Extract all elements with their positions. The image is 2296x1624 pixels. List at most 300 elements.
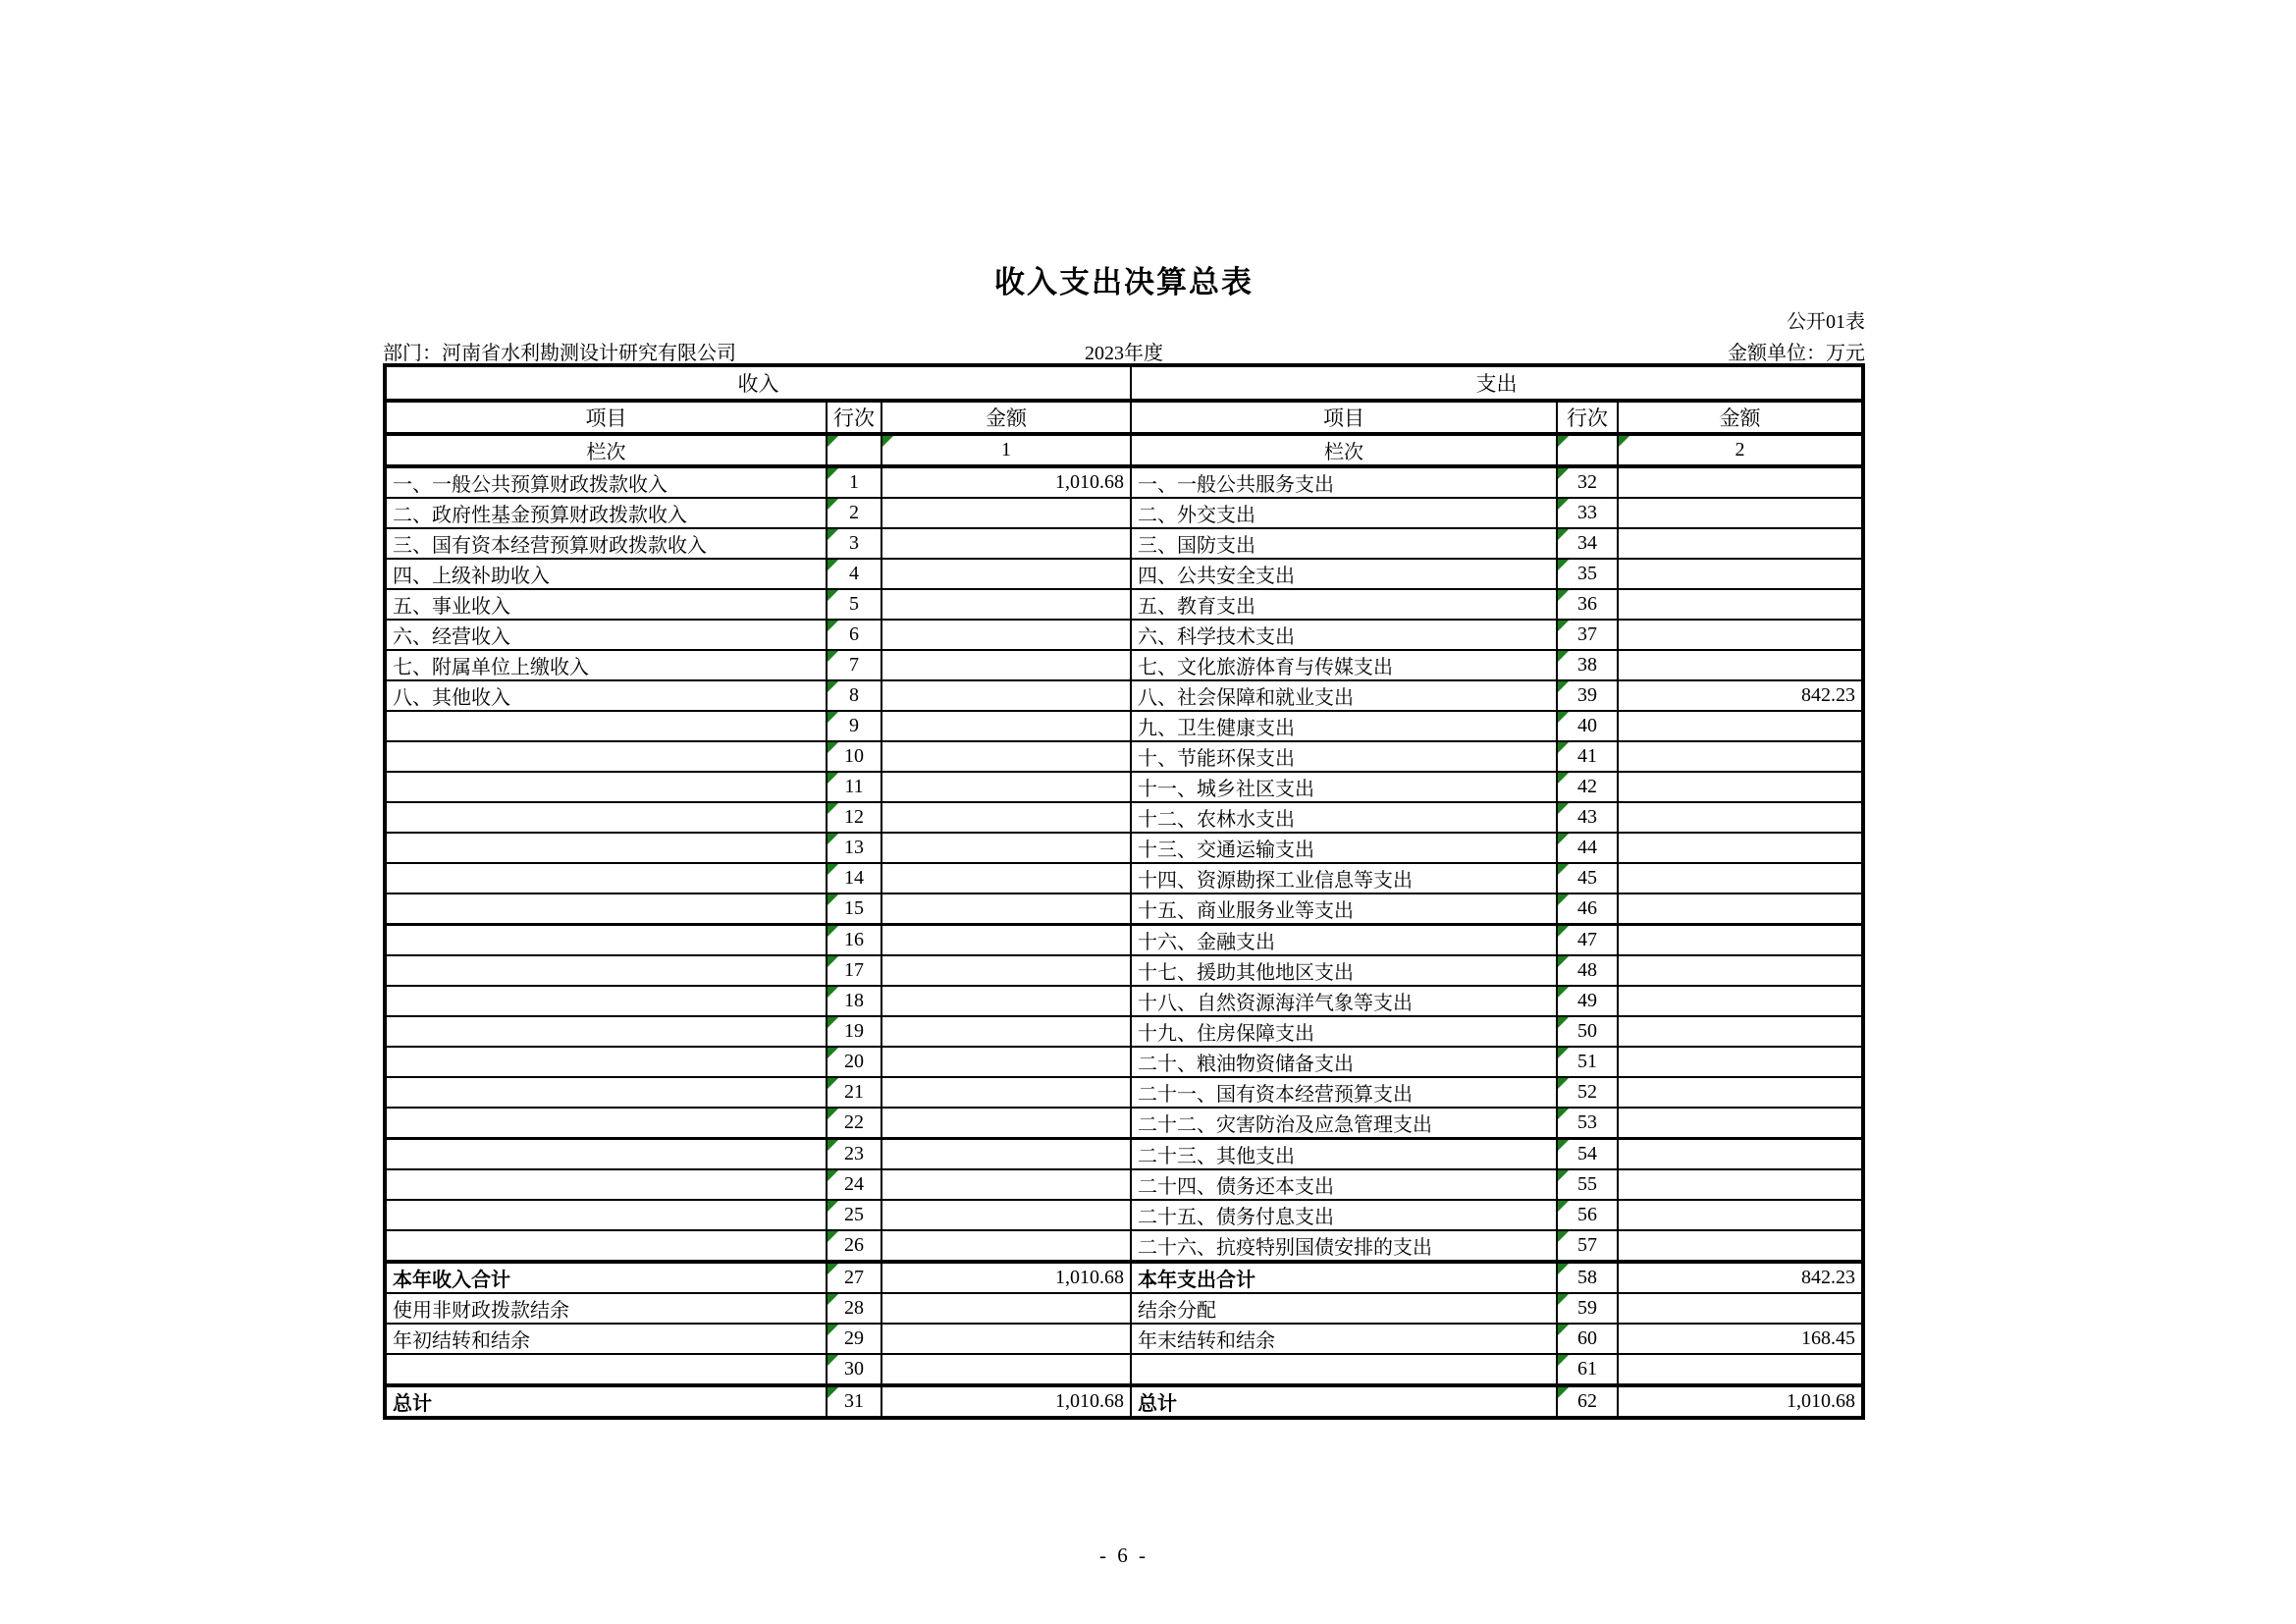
expense-row-item-cell: 总计: [1131, 1385, 1557, 1418]
expense-row-item-cell: 十一、城乡社区支出: [1131, 772, 1557, 802]
expense-row-item-cell: 二十三、其他支出: [1131, 1139, 1557, 1170]
income-row-item-cell: [385, 741, 827, 772]
cell-flag-triangle-icon: [828, 834, 838, 844]
expense-row-amount-cell: 842.23: [1618, 680, 1863, 711]
expense-row-amount-cell: [1618, 1139, 1863, 1170]
cell-flag-triangle-icon: [1558, 1201, 1569, 1212]
expense-row-amount-cell: [1618, 466, 1863, 498]
cell-flag-triangle-icon: [828, 773, 838, 784]
meta-row: [383, 337, 1865, 362]
table-row: [385, 1230, 1863, 1262]
income-row-item-cell: 八、其他收入: [385, 680, 827, 711]
expense-row-amount-cell: [1618, 802, 1863, 833]
income-row-item-cell: 四、上级补助收入: [385, 559, 827, 589]
expense-row-item-cell: 十、节能环保支出: [1131, 741, 1557, 772]
income-row-line-cell: 1: [827, 466, 881, 498]
income-row-line-cell: 25: [827, 1200, 881, 1230]
cell-flag-triangle-icon: [828, 742, 838, 753]
cell-flag-triangle-icon: [828, 1325, 838, 1335]
income-row-line-cell: 24: [827, 1169, 881, 1200]
income-row-amount-cell: [881, 772, 1131, 802]
cell-flag-triangle-icon: [1558, 926, 1569, 937]
expense-row-item-cell: 六、科学技术支出: [1131, 620, 1557, 650]
income-row-item-cell: 六、经营收入: [385, 620, 827, 650]
cell-flag-triangle-icon: [828, 681, 838, 692]
income-row-item-cell: 一、一般公共预算财政拨款收入: [385, 466, 827, 498]
income-row-item-cell: [385, 1200, 827, 1230]
form-code: 公开01表: [1787, 311, 1865, 333]
expense-row-amount-cell: [1618, 528, 1863, 559]
cell-flag-triangle-icon: [828, 803, 838, 814]
income-row-amount-cell: 1,010.68: [881, 1262, 1131, 1293]
income-row-item-cell: 年初结转和结余: [385, 1324, 827, 1354]
cell-flag-triangle-icon: [828, 987, 838, 998]
expense-row-amount-cell: [1618, 498, 1863, 528]
income-row-item-cell: [385, 893, 827, 925]
expense-row-line-cell: 40: [1557, 711, 1618, 741]
expense-row-item-cell: 五、教育支出: [1131, 589, 1557, 620]
income-row-amount-cell: [881, 1077, 1131, 1108]
income-row-amount-cell: [881, 1324, 1131, 1354]
table-row: [385, 1200, 1863, 1230]
income-row-line-cell: 10: [827, 741, 881, 772]
expense-row-line-cell: 43: [1557, 802, 1618, 833]
table-row: [385, 986, 1863, 1016]
cell-flag-triangle-icon: [1558, 1109, 1569, 1119]
income-row-item-cell: 三、国有资本经营预算财政拨款收入: [385, 528, 827, 559]
cell-flag-triangle-icon: [828, 1387, 838, 1398]
income-row-amount-cell: [881, 589, 1131, 620]
cell-flag-triangle-icon: [1558, 468, 1569, 479]
income-row-line-cell: 12: [827, 802, 881, 833]
income-row-amount-cell: [881, 833, 1131, 863]
cell-flag-triangle-icon: [828, 560, 838, 570]
expense-row-item-cell: 结余分配: [1131, 1293, 1557, 1324]
expense-row-line-cell: 61: [1557, 1354, 1618, 1385]
cell-flag-triangle-icon: [828, 651, 838, 662]
income-row-item-cell: [385, 802, 827, 833]
expense-row-item-cell: 本年支出合计: [1131, 1262, 1557, 1293]
expense-row-line-cell: 59: [1557, 1293, 1618, 1324]
cell-flag-triangle-icon: [1558, 742, 1569, 753]
expense-row-amount-cell: [1618, 893, 1863, 925]
income-row-line-cell: 23: [827, 1139, 881, 1170]
cell-flag-triangle-icon: [828, 1078, 838, 1089]
cell-flag-triangle-icon: [828, 499, 838, 510]
expense-row-item-cell: 七、文化旅游体育与传媒支出: [1131, 650, 1557, 680]
expense-row-amount-cell: [1618, 1354, 1863, 1385]
cell-flag-triangle-icon: [882, 436, 893, 447]
income-row-item-cell: 二、政府性基金预算财政拨款收入: [385, 498, 827, 528]
cell-flag-triangle-icon: [1558, 1231, 1569, 1242]
expense-row-line-cell: 49: [1557, 986, 1618, 1016]
cell-flag-triangle-icon: [1558, 987, 1569, 998]
expense-row-line-cell: 39: [1557, 680, 1618, 711]
income-row-line-cell: 21: [827, 1077, 881, 1108]
expense-row-item-cell: [1131, 1354, 1557, 1385]
cell-flag-triangle-icon: [828, 1048, 838, 1058]
expense-row-line-cell: 62: [1557, 1385, 1618, 1418]
expense-row-amount-cell: [1618, 1047, 1863, 1077]
table-row: [385, 466, 1863, 498]
income-row-item-cell: [385, 955, 827, 986]
cell-flag-triangle-icon: [1558, 1387, 1569, 1398]
income-row-item-cell: 总计: [385, 1385, 827, 1418]
expense-section-header: 支出: [1131, 365, 1863, 401]
cell-flag-triangle-icon: [828, 529, 838, 540]
income-row-amount-cell: [881, 863, 1131, 893]
income-row-line-cell: 22: [827, 1108, 881, 1139]
expense-row-line-cell: 35: [1557, 559, 1618, 589]
income-row-item-cell: 使用非财政拨款结余: [385, 1293, 827, 1324]
income-row-item-cell: [385, 772, 827, 802]
fiscal-year: 2023年度: [1085, 343, 1163, 364]
expense-row-line-cell: 54: [1557, 1139, 1618, 1170]
expense-row-line-cell: 47: [1557, 925, 1618, 956]
cell-flag-triangle-icon: [828, 1170, 838, 1181]
income-row-amount-cell: [881, 1293, 1131, 1324]
expense-row-amount-cell: [1618, 589, 1863, 620]
expense-lanci-line-cell: [1557, 434, 1618, 466]
amount-unit: 金额单位：万元: [1728, 343, 1865, 364]
income-row-line-cell: 5: [827, 589, 881, 620]
income-row-line-cell: 31: [827, 1385, 881, 1418]
income-row-line-cell: 7: [827, 650, 881, 680]
expense-row-amount-cell: [1618, 650, 1863, 680]
table-row: [385, 1139, 1863, 1170]
expense-row-amount-cell: [1618, 1169, 1863, 1200]
income-row-line-cell: 28: [827, 1293, 881, 1324]
income-row-amount-cell: [881, 1108, 1131, 1139]
income-row-amount-cell: [881, 893, 1131, 925]
expense-row-amount-cell: [1618, 1016, 1863, 1047]
expense-row-line-cell: 60: [1557, 1324, 1618, 1354]
cell-flag-triangle-icon: [1558, 834, 1569, 844]
cell-flag-triangle-icon: [1558, 1017, 1569, 1028]
cell-flag-triangle-icon: [828, 926, 838, 937]
expense-row-item-cell: 二十一、国有资本经营预算支出: [1131, 1077, 1557, 1108]
income-row-line-cell: 18: [827, 986, 881, 1016]
income-row-amount-cell: [881, 955, 1131, 986]
expense-row-item-cell: 九、卫生健康支出: [1131, 711, 1557, 741]
expense-row-amount-cell: [1618, 925, 1863, 956]
income-row-amount-cell: [881, 650, 1131, 680]
expense-row-amount-cell: 842.23: [1618, 1262, 1863, 1293]
cell-flag-triangle-icon: [1558, 1294, 1569, 1305]
income-row-amount-cell: [881, 559, 1131, 589]
income-lanci-label: 栏次: [385, 434, 827, 466]
expense-row-item-cell: 十八、自然资源海洋气象等支出: [1131, 986, 1557, 1016]
expense-row-line-cell: 37: [1557, 620, 1618, 650]
table-row: [385, 1169, 1863, 1200]
income-row-amount-cell: [881, 620, 1131, 650]
table-row: [385, 802, 1863, 833]
cell-flag-triangle-icon: [1558, 1170, 1569, 1181]
income-row-amount-cell: [881, 1139, 1131, 1170]
income-row-amount-cell: [881, 528, 1131, 559]
expense-item-header: 项目: [1131, 401, 1557, 434]
expense-row-item-cell: 二十五、债务付息支出: [1131, 1200, 1557, 1230]
income-row-line-cell: 9: [827, 711, 881, 741]
expense-row-item-cell: 十九、住房保障支出: [1131, 1016, 1557, 1047]
expense-row-amount-cell: [1618, 955, 1863, 986]
income-row-line-cell: 2: [827, 498, 881, 528]
table-row: [385, 741, 1863, 772]
table-row: [385, 680, 1863, 711]
expense-row-line-cell: 58: [1557, 1262, 1618, 1293]
income-row-amount-cell: 1,010.68: [881, 1385, 1131, 1418]
income-row-item-cell: [385, 986, 827, 1016]
income-row-line-cell: 3: [827, 528, 881, 559]
cell-flag-triangle-icon: [828, 1231, 838, 1242]
table-row: [385, 1108, 1863, 1139]
income-lanci-line-cell: [827, 434, 881, 466]
income-row-item-cell: 五、事业收入: [385, 589, 827, 620]
expense-row-line-cell: 32: [1557, 466, 1618, 498]
table-row: [385, 955, 1863, 986]
cell-flag-triangle-icon: [1558, 621, 1569, 631]
expense-row-item-cell: 十六、金融支出: [1131, 925, 1557, 956]
income-row-amount-cell: 1,010.68: [881, 466, 1131, 498]
expense-row-line-cell: 33: [1557, 498, 1618, 528]
table-row: [385, 650, 1863, 680]
expense-row-item-cell: 二十二、灾害防治及应急管理支出: [1131, 1108, 1557, 1139]
income-row-amount-cell: [881, 1016, 1131, 1047]
expense-row-amount-cell: [1618, 986, 1863, 1016]
expense-row-line-cell: 50: [1557, 1016, 1618, 1047]
income-row-item-cell: [385, 1169, 827, 1200]
expense-row-line-cell: 52: [1557, 1077, 1618, 1108]
income-row-line-cell: 16: [827, 925, 881, 956]
cell-flag-triangle-icon: [828, 1355, 838, 1366]
income-row-amount-cell: [881, 986, 1131, 1016]
income-row-item-cell: [385, 1077, 827, 1108]
expense-row-item-cell: 十三、交通运输支出: [1131, 833, 1557, 863]
income-row-line-cell: 20: [827, 1047, 881, 1077]
income-row-line-cell: 15: [827, 893, 881, 925]
expense-row-item-cell: 一、一般公共服务支出: [1131, 466, 1557, 498]
table-row: [385, 620, 1863, 650]
expense-line-header: 行次: [1557, 401, 1618, 434]
cell-flag-triangle-icon: [1558, 894, 1569, 905]
cell-flag-triangle-icon: [1558, 499, 1569, 510]
expense-row-line-cell: 48: [1557, 955, 1618, 986]
expense-amount-header: 金额: [1618, 401, 1863, 434]
cell-flag-triangle-icon: [828, 621, 838, 631]
cell-flag-triangle-icon: [1558, 681, 1569, 692]
income-row-item-cell: [385, 833, 827, 863]
expense-row-amount-cell: [1618, 711, 1863, 741]
expense-column-number: 2: [1618, 434, 1863, 466]
income-row-line-cell: 8: [827, 680, 881, 711]
cell-flag-triangle-icon: [1558, 590, 1569, 601]
expense-row-amount-cell: [1618, 1230, 1863, 1262]
income-row-amount-cell: [881, 1169, 1131, 1200]
expense-row-item-cell: 八、社会保障和就业支出: [1131, 680, 1557, 711]
income-row-line-cell: 19: [827, 1016, 881, 1047]
expense-row-item-cell: 二十六、抗疫特别国债安排的支出: [1131, 1230, 1557, 1262]
expense-row-item-cell: 二、外交支出: [1131, 498, 1557, 528]
income-row-item-cell: [385, 1016, 827, 1047]
cell-flag-triangle-icon: [828, 894, 838, 905]
table-row: [385, 1354, 1863, 1385]
expense-row-line-cell: 46: [1557, 893, 1618, 925]
cell-flag-triangle-icon: [1558, 1264, 1569, 1274]
table-row: [385, 833, 1863, 863]
income-row-amount-cell: [881, 1200, 1131, 1230]
table-row: [385, 498, 1863, 528]
income-row-line-cell: 13: [827, 833, 881, 863]
income-amount-header: 金额: [881, 401, 1131, 434]
expense-row-line-cell: 45: [1557, 863, 1618, 893]
expense-row-line-cell: 53: [1557, 1108, 1618, 1139]
expense-row-item-cell: 二十四、债务还本支出: [1131, 1169, 1557, 1200]
expense-row-line-cell: 38: [1557, 650, 1618, 680]
expense-row-amount-cell: [1618, 1293, 1863, 1324]
cell-flag-triangle-icon: [1558, 864, 1569, 875]
page-title: 收入支出决算总表: [994, 265, 1254, 299]
income-row-line-cell: 30: [827, 1354, 881, 1385]
income-row-amount-cell: [881, 680, 1131, 711]
cell-flag-triangle-icon: [828, 436, 838, 447]
table-row: [385, 589, 1863, 620]
expense-row-amount-cell: 168.45: [1618, 1324, 1863, 1354]
summary-table: [383, 363, 1865, 1420]
expense-row-item-cell: 十七、援助其他地区支出: [1131, 955, 1557, 986]
cell-flag-triangle-icon: [828, 1201, 838, 1212]
expense-row-line-cell: 44: [1557, 833, 1618, 863]
cell-flag-triangle-icon: [828, 1017, 838, 1028]
income-section-header: 收入: [385, 365, 1131, 401]
expense-row-line-cell: 55: [1557, 1169, 1618, 1200]
expense-lanci-label: 栏次: [1131, 434, 1557, 466]
cell-flag-triangle-icon: [1558, 803, 1569, 814]
income-row-item-cell: [385, 1354, 827, 1385]
cell-flag-triangle-icon: [1558, 1140, 1569, 1151]
cell-flag-triangle-icon: [828, 1294, 838, 1305]
cell-flag-triangle-icon: [828, 956, 838, 967]
income-row-line-cell: 14: [827, 863, 881, 893]
table-row: [385, 772, 1863, 802]
cell-flag-triangle-icon: [828, 864, 838, 875]
expense-row-line-cell: 34: [1557, 528, 1618, 559]
cell-flag-triangle-icon: [828, 1264, 838, 1274]
income-row-item-cell: 本年收入合计: [385, 1262, 827, 1293]
table-row: [385, 559, 1863, 589]
income-row-item-cell: [385, 1139, 827, 1170]
income-row-line-cell: 11: [827, 772, 881, 802]
income-row-amount-cell: [881, 1354, 1131, 1385]
cell-flag-triangle-icon: [828, 712, 838, 723]
cell-flag-triangle-icon: [1558, 1325, 1569, 1335]
cell-flag-triangle-icon: [1558, 956, 1569, 967]
expense-row-item-cell: 十二、农林水支出: [1131, 802, 1557, 833]
income-row-amount-cell: [881, 1230, 1131, 1262]
expense-row-amount-cell: [1618, 741, 1863, 772]
cell-flag-triangle-icon: [828, 1140, 838, 1151]
table-row: [385, 1077, 1863, 1108]
table-row: [385, 1262, 1863, 1293]
income-row-line-cell: 6: [827, 620, 881, 650]
income-row-item-cell: [385, 1108, 827, 1139]
expense-row-amount-cell: [1618, 1108, 1863, 1139]
table-row: [385, 528, 1863, 559]
income-row-amount-cell: [881, 925, 1131, 956]
expense-row-line-cell: 42: [1557, 772, 1618, 802]
expense-row-item-cell: 十五、商业服务业等支出: [1131, 893, 1557, 925]
income-row-item-cell: [385, 925, 827, 956]
income-item-header: 项目: [385, 401, 827, 434]
expense-row-amount-cell: [1618, 863, 1863, 893]
cell-flag-triangle-icon: [1558, 1078, 1569, 1089]
cell-flag-triangle-icon: [1558, 712, 1569, 723]
expense-row-amount-cell: [1618, 559, 1863, 589]
expense-row-item-cell: 十四、资源勘探工业信息等支出: [1131, 863, 1557, 893]
table-row: [385, 925, 1863, 956]
department-label: 部门：河南省水利勘测设计研究有限公司: [383, 343, 736, 364]
income-row-line-cell: 26: [827, 1230, 881, 1262]
income-row-item-cell: 七、附属单位上缴收入: [385, 650, 827, 680]
expense-row-item-cell: 四、公共安全支出: [1131, 559, 1557, 589]
column-header-row: [385, 401, 1863, 434]
column-index-row: [385, 434, 1863, 466]
expense-row-line-cell: 57: [1557, 1230, 1618, 1262]
table-row: [385, 863, 1863, 893]
expense-row-item-cell: 年末结转和结余: [1131, 1324, 1557, 1354]
cell-flag-triangle-icon: [1558, 651, 1569, 662]
income-row-item-cell: [385, 711, 827, 741]
cell-flag-triangle-icon: [1558, 436, 1569, 447]
expense-row-line-cell: 51: [1557, 1047, 1618, 1077]
expense-row-amount-cell: 1,010.68: [1618, 1385, 1863, 1418]
income-column-number: 1: [881, 434, 1131, 466]
income-row-item-cell: [385, 863, 827, 893]
section-header-row: [385, 365, 1863, 401]
income-row-amount-cell: [881, 802, 1131, 833]
expense-row-line-cell: 41: [1557, 741, 1618, 772]
expense-row-item-cell: 二十、粮油物资储备支出: [1131, 1047, 1557, 1077]
table-row: [385, 711, 1863, 741]
cell-flag-triangle-icon: [1558, 773, 1569, 784]
expense-row-amount-cell: [1618, 772, 1863, 802]
expense-row-line-cell: 56: [1557, 1200, 1618, 1230]
cell-flag-triangle-icon: [1558, 560, 1569, 570]
income-row-item-cell: [385, 1230, 827, 1262]
cell-flag-triangle-icon: [1558, 529, 1569, 540]
income-row-amount-cell: [881, 711, 1131, 741]
expense-row-amount-cell: [1618, 833, 1863, 863]
expense-row-amount-cell: [1618, 1077, 1863, 1108]
income-line-header: 行次: [827, 401, 881, 434]
page-number: - 6 -: [1099, 1543, 1148, 1567]
cell-flag-triangle-icon: [1558, 1355, 1569, 1366]
income-row-amount-cell: [881, 498, 1131, 528]
table-row: [385, 1016, 1863, 1047]
cell-flag-triangle-icon: [1558, 1048, 1569, 1058]
table-row: [385, 1293, 1863, 1324]
cell-flag-triangle-icon: [828, 468, 838, 479]
income-row-item-cell: [385, 1047, 827, 1077]
expense-row-item-cell: 三、国防支出: [1131, 528, 1557, 559]
income-row-line-cell: 4: [827, 559, 881, 589]
income-row-line-cell: 27: [827, 1262, 881, 1293]
expense-row-amount-cell: [1618, 1200, 1863, 1230]
expense-row-line-cell: 36: [1557, 589, 1618, 620]
table-row: [385, 1047, 1863, 1077]
cell-flag-triangle-icon: [1619, 436, 1629, 447]
table-row: [385, 1385, 1863, 1418]
income-row-line-cell: 29: [827, 1324, 881, 1354]
